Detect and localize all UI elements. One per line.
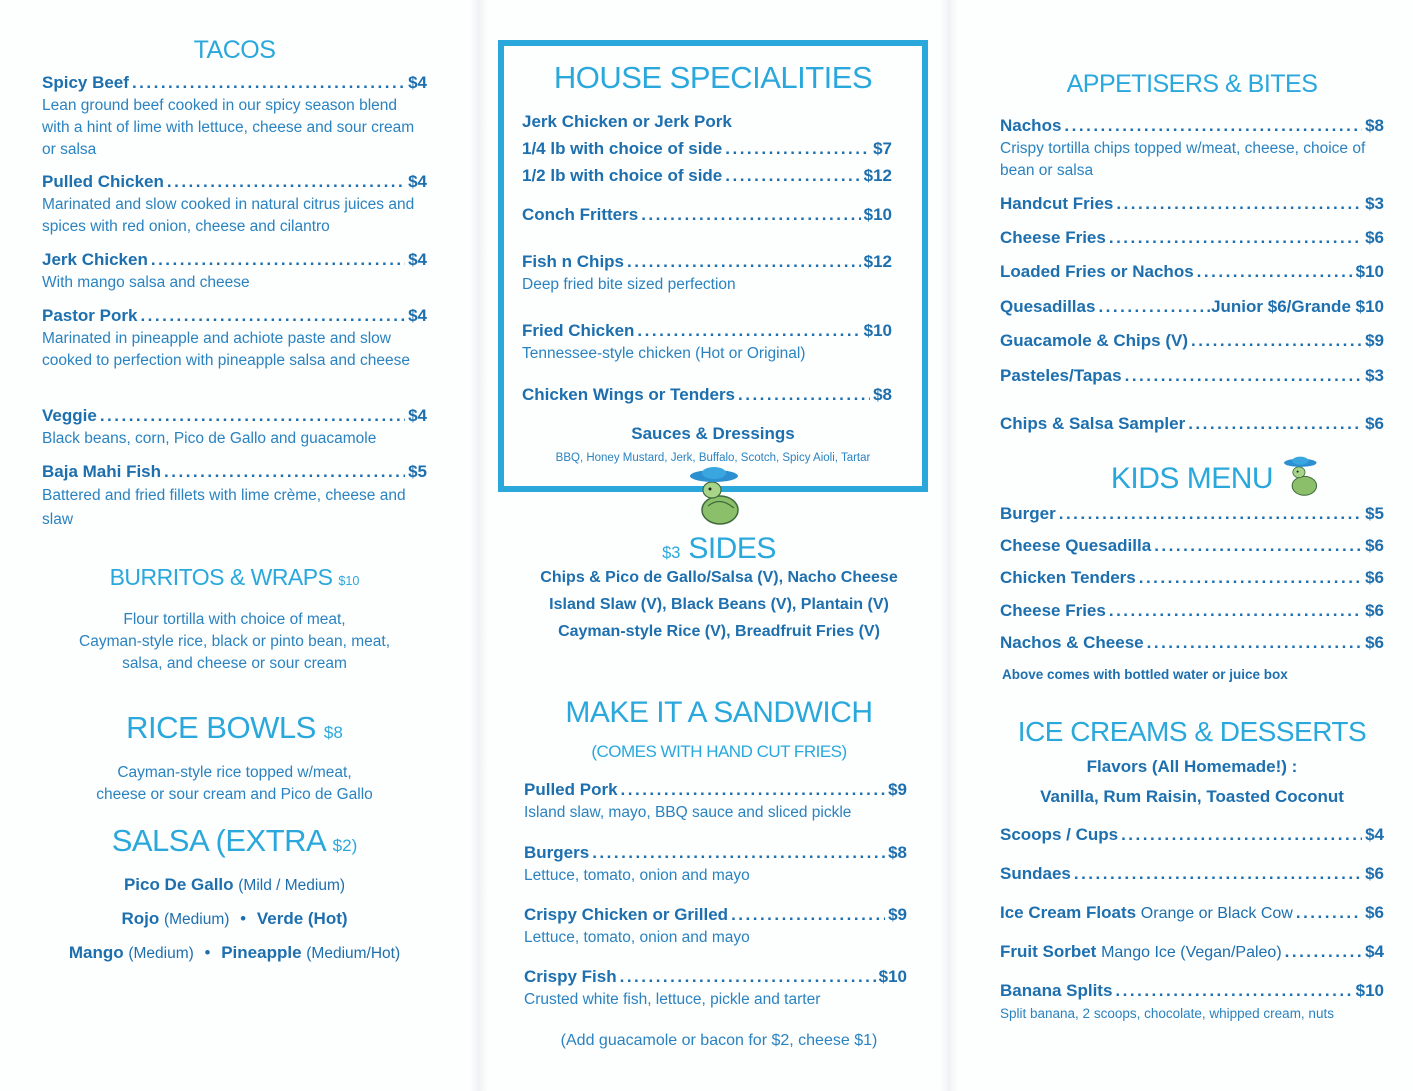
- item-name: 1/4 lb with choice of side: [522, 139, 723, 158]
- menu-item: [1000, 825, 1384, 845]
- item-description: Black beans, corn, Pico de Gallo and guacamole: [42, 430, 377, 447]
- tacos-heading: TACOS: [193, 36, 276, 64]
- item-price: $5: [408, 462, 427, 481]
- item-price: $10: [1355, 981, 1384, 1000]
- item-name: Cheese Quesadilla: [1000, 536, 1152, 555]
- item-name: Handcut Fries: [1000, 194, 1114, 213]
- house-heading: HOUSE SPECIALITIES: [553, 60, 873, 95]
- menu-item: [42, 250, 427, 294]
- desserts-heading: ICE CREAMS & DESSERTS: [1017, 716, 1367, 747]
- item-price: $9: [1365, 331, 1384, 350]
- salsa-list: Pico De Gallo (Mild / Medium) Rojo (Medium) • Verde (Hot) Mango (Medium) • Pineapple (Medium/Hot): [68, 875, 401, 962]
- flavors: Flavors (All Homemade!) : Vanilla, Rum Raisin, Toasted Coconut: [1040, 757, 1344, 806]
- item-name: Loaded Fries or Nachos: [1000, 262, 1194, 281]
- menu-item: [1000, 942, 1384, 962]
- item-price: $8: [1365, 116, 1384, 135]
- item-name: Ice Cream Floats Orange or Black Cow: [1000, 903, 1293, 922]
- sides-heading: $3 SIDES: [662, 532, 776, 565]
- item-description: Split banana, 2 scoops, chocolate, whipped cream, nuts: [1000, 1006, 1334, 1021]
- item-description: Crusted white fish, lettuce, pickle and tarter: [524, 991, 821, 1008]
- item-name: Chips & Salsa Sampler: [1000, 414, 1186, 433]
- burritos-heading: BURRITOS & WRAPS $10: [109, 564, 360, 590]
- rice-bowls-description: Cayman-style rice topped w/meat, cheese or sour cream and Pico de Gallo: [96, 764, 373, 803]
- item-name: Pulled Chicken: [42, 172, 164, 191]
- sauces-list: BBQ, Honey Mustard, Jerk, Buffalo, Scotch, Spicy Aioli, Tartar: [555, 452, 871, 464]
- item-price: $10: [878, 967, 907, 986]
- menu-item: [1000, 262, 1384, 282]
- item-price: .Junior $6/Grande $10: [1206, 297, 1384, 316]
- menu-item: [522, 166, 892, 186]
- salsa-heading: SALSA (EXTRA $2): [111, 823, 358, 858]
- item-description: Marinated in pineapple and achiote paste and slow cooked to perfection with pineapple salsa and cheese: [42, 330, 410, 369]
- sandwich-subtitle: (COMES WITH HAND CUT FRIES): [591, 742, 847, 761]
- item-price: $12: [863, 252, 892, 271]
- menu-item: [1000, 366, 1384, 386]
- item-name: Nachos & Cheese: [1000, 633, 1144, 652]
- menu-item: [522, 385, 892, 405]
- item-price: $8: [888, 843, 907, 862]
- menu-item: [1000, 981, 1384, 1025]
- item-price: $9: [888, 780, 907, 799]
- left-panel: [42, 0, 427, 1091]
- item-name: Sundaes: [1000, 864, 1071, 883]
- menu-item: [42, 406, 427, 450]
- item-name: Chicken Tenders: [1000, 568, 1136, 587]
- item-price: $6: [1365, 864, 1384, 883]
- item-price: $7: [873, 139, 892, 158]
- item-price: $6: [1365, 568, 1384, 587]
- fold-line: [940, 0, 958, 1091]
- item-name: Pasteles/Tapas: [1000, 366, 1122, 385]
- menu-item: [524, 905, 907, 949]
- sides-list: Chips & Pico de Gallo/Salsa (V), Nacho Cheese Island Slaw (V), Black Beans (V), Plantain (V) Cayman-style Rice (V), Breadfruit Fries (V): [540, 569, 898, 640]
- appetisers-heading: APPETISERS & BITES: [1066, 70, 1318, 98]
- item-name: Spicy Beef: [42, 73, 129, 92]
- kids-note: Above comes with bottled water or juice box: [1002, 667, 1288, 682]
- item-name: Crispy Chicken or Grilled: [524, 905, 729, 924]
- item-name: Chicken Wings or Tenders: [522, 385, 736, 404]
- menu-item: [42, 462, 427, 532]
- menu-item: [524, 780, 907, 824]
- kids-heading: KIDS MENU: [1110, 462, 1274, 495]
- item-price: $6: [1365, 903, 1384, 922]
- menu-item: [1000, 536, 1384, 556]
- item-price: $3: [1365, 194, 1384, 213]
- item-name: Guacamole & Chips (V): [1000, 331, 1188, 350]
- menu-item: [1000, 601, 1384, 621]
- menu-item: [1000, 633, 1384, 653]
- item-name: Veggie: [42, 406, 97, 425]
- item-name: Cheese Fries: [1000, 601, 1106, 620]
- menu-item: [1000, 864, 1384, 884]
- item-description: Lettuce, tomato, onion and mayo: [524, 929, 750, 946]
- menu-item: [42, 306, 427, 372]
- item-description: Island slaw, mayo, BBQ sauce and sliced pickle: [524, 804, 852, 821]
- item-price: $6: [1365, 536, 1384, 555]
- menu-item: [524, 967, 907, 1011]
- turtle-mascot-icon: [690, 466, 746, 528]
- item-price: $4: [408, 73, 427, 92]
- item-name: 1/2 lb with choice of side: [522, 166, 723, 185]
- item-description: Battered and fried fillets with lime crème, cheese and slaw: [42, 487, 406, 528]
- right-panel: [1000, 0, 1384, 1091]
- middle-panel: [498, 0, 940, 1091]
- menu-item: [42, 172, 427, 238]
- menu-item: [524, 843, 907, 887]
- menu-item: [522, 321, 892, 365]
- item-price: $6: [1365, 228, 1384, 247]
- rice-bowls-heading: RICE BOWLS $8: [126, 710, 343, 745]
- item-name: Burgers: [524, 843, 590, 862]
- menu-item: [522, 252, 892, 296]
- item-price: $9: [888, 905, 907, 924]
- item-name: Quesadillas: [1000, 297, 1096, 316]
- item-price: $4: [1365, 825, 1384, 844]
- item-price: $4: [408, 172, 427, 191]
- item-name: Crispy Fish: [524, 967, 617, 986]
- item-name: Burger: [1000, 504, 1056, 523]
- item-name: Banana Splits: [1000, 981, 1113, 1000]
- menu-item: [1000, 414, 1384, 434]
- item-price: $12: [863, 166, 892, 185]
- item-name: Nachos: [1000, 116, 1062, 135]
- menu-item: [42, 73, 427, 161]
- jerk-heading: Jerk Chicken or Jerk Pork: [522, 112, 732, 131]
- menu-item: [1000, 297, 1384, 317]
- item-description: Tennessee-style chicken (Hot or Original): [522, 345, 806, 362]
- item-price: $6: [1365, 601, 1384, 620]
- item-name: Fruit Sorbet Mango Ice (Vegan/Paleo): [1000, 942, 1282, 961]
- menu-item: [1000, 568, 1384, 588]
- item-price: $4: [1365, 942, 1384, 961]
- menu-item: [1000, 228, 1384, 248]
- item-price: $6: [1365, 414, 1384, 433]
- house-specialities-box: [498, 40, 928, 492]
- item-description: Deep fried bite sized perfection: [522, 276, 736, 293]
- item-name: Baja Mahi Fish: [42, 462, 162, 481]
- item-price: $3: [1365, 366, 1384, 385]
- item-description: Marinated and slow cooked in natural citrus juices and spices with red onion, cheese and cilantro: [42, 196, 415, 235]
- item-description: Lean ground beef cooked in our spicy season blend with a hint of lime with lettuce, cheese and sour cream or salsa: [42, 97, 415, 158]
- turtle-mascot-icon: [1282, 456, 1324, 498]
- menu-item: [1000, 903, 1384, 923]
- item-price: $5: [1365, 504, 1384, 523]
- menu-item: [1000, 116, 1384, 182]
- item-name: Scoops / Cups: [1000, 825, 1119, 844]
- item-price: $6: [1365, 633, 1384, 652]
- item-price: $10: [863, 205, 892, 224]
- item-price: $10: [1355, 262, 1384, 281]
- item-name: Fried Chicken: [522, 321, 635, 340]
- item-price: $10: [863, 321, 892, 340]
- menu-item: [522, 205, 892, 225]
- burritos-description: Flour tortilla with choice of meat, Cayman-style rice, black or pinto bean, meat, salsa, and cheese or sour cream: [79, 611, 390, 672]
- menu-item: [522, 139, 892, 159]
- fold-line: [470, 0, 488, 1091]
- sauces-heading: Sauces & Dressings: [631, 424, 795, 443]
- item-name: Pulled Pork: [524, 780, 618, 799]
- item-price: $8: [873, 385, 892, 404]
- menu-item: [1000, 331, 1384, 351]
- item-name: Cheese Fries: [1000, 228, 1106, 247]
- item-name: Fish n Chips: [522, 252, 624, 271]
- menu-item: [1000, 504, 1384, 524]
- item-name: Conch Fritters: [522, 205, 639, 224]
- item-name: Pastor Pork: [42, 306, 138, 325]
- item-description: Crispy tortilla chips topped w/meat, cheese, choice of bean or salsa: [1000, 140, 1366, 179]
- item-price: $4: [408, 250, 427, 269]
- sandwich-note: (Add guacamole or bacon for $2, cheese $1): [560, 1032, 878, 1049]
- sandwich-heading: MAKE IT A SANDWICH: [565, 696, 873, 729]
- item-description: With mango salsa and cheese: [42, 274, 250, 291]
- item-name: Jerk Chicken: [42, 250, 148, 269]
- item-description: Lettuce, tomato, onion and mayo: [524, 867, 750, 884]
- item-price: $4: [408, 306, 427, 325]
- item-price: $4: [408, 406, 427, 425]
- menu-item: [1000, 194, 1384, 214]
